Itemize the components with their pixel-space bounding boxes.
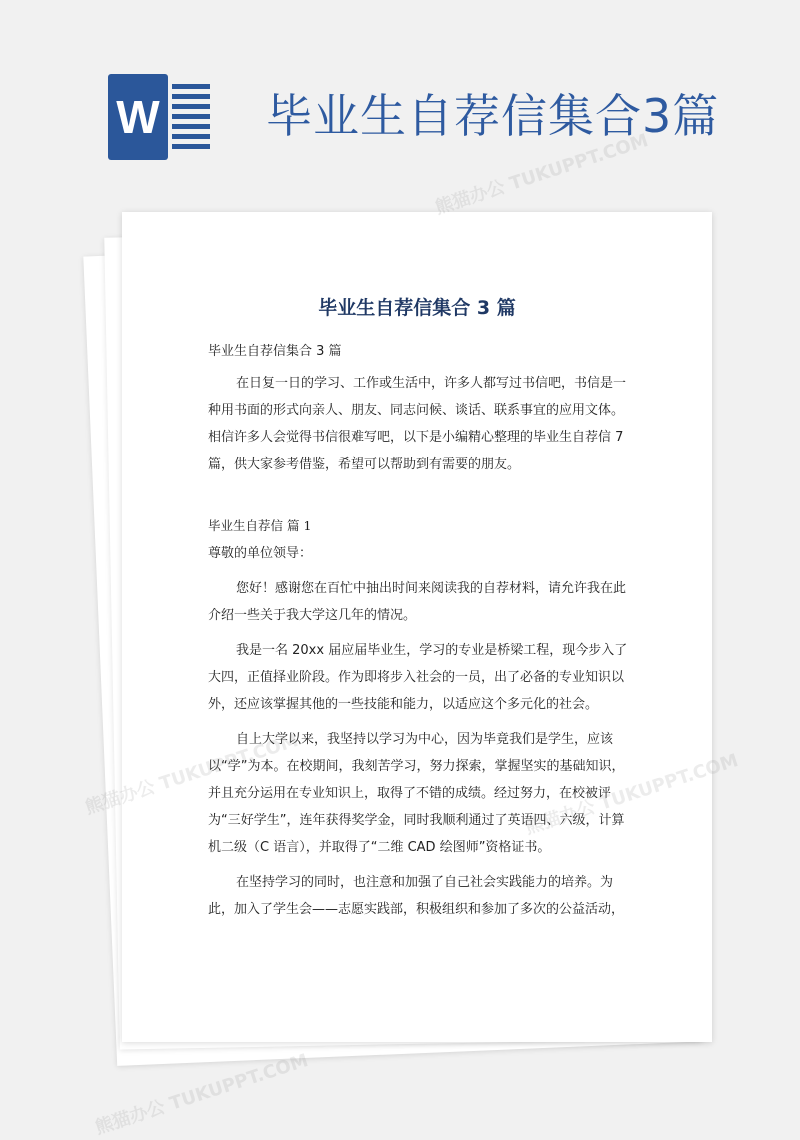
word-icon: W bbox=[108, 74, 168, 160]
intro-paragraph bbox=[208, 370, 628, 478]
section-heading bbox=[208, 512, 628, 539]
intro-text: 在日复一日的学习、工作或生活中，许多人都写过书信吧，书信是一种用书面的形式向亲人、朋友、同志问候、谈话、联系事宜的应用文体。相信许多人会觉得书信很难写吧，以下是小编精心整理的毕业生自荐信 7 篇，供大家参考借鉴，希望可以帮助到有需要的朋友。 bbox=[208, 376, 627, 472]
salutation: 尊敬的单位领导： bbox=[208, 546, 313, 561]
subtitle-text: 毕业生自荐信集合 3 篇 bbox=[208, 344, 342, 359]
document-subtitle bbox=[208, 338, 628, 365]
watermark: 熊猫办公 TUKUPPT.COM bbox=[432, 130, 651, 219]
banner-title: 毕业生自荐信集合3篇 bbox=[266, 89, 720, 143]
paragraph-3: 自上大学以来，我坚持以学习为中心，因为毕竟我们是学生，应该以“学”为本。在校期间，我刻苦学习，努力探索，掌握坚实的基础知识，并且充分运用在专业知识上，取得了不错的成绩。经过努力，在校被评为“三好学生”，连年获得奖学金，同时我顺利通过了英语四、六级，计算机二级（C 语言），并取得了“二维 CAD 绘图师”资格证书。 bbox=[208, 732, 625, 855]
word-lines-icon bbox=[172, 84, 210, 154]
document-page bbox=[122, 212, 712, 1042]
document-title: 毕业生自荐信集合 3 篇 bbox=[318, 297, 516, 319]
word-logo bbox=[108, 74, 214, 160]
watermark: 熊猫办公 TUKUPPT.COM bbox=[92, 1050, 311, 1139]
section-heading-text: 毕业生自荐信 篇 1 bbox=[208, 518, 312, 533]
paragraph-1: 您好！感谢您在百忙中抽出时间来阅读我的自荐材料，请允许我在此介绍一些关于我大学这几年的情况。 bbox=[208, 581, 627, 623]
letter-body bbox=[208, 540, 628, 923]
paragraph-2: 我是一名 20xx 届应届毕业生，学习的专业是桥梁工程，现今步入了大四，正值择业阶段。作为即将步入社会的一员，出了必备的专业知识以外，还应该掌握其他的一些技能和能力，以适应这个多元化的社会。 bbox=[208, 643, 628, 712]
paragraph-4: 在坚持学习的同时，也注意和加强了自己社会实践能力的培养。为此，加入了学生会——志愿实践部，积极组织和参加了多次的公益活动， bbox=[208, 875, 625, 917]
